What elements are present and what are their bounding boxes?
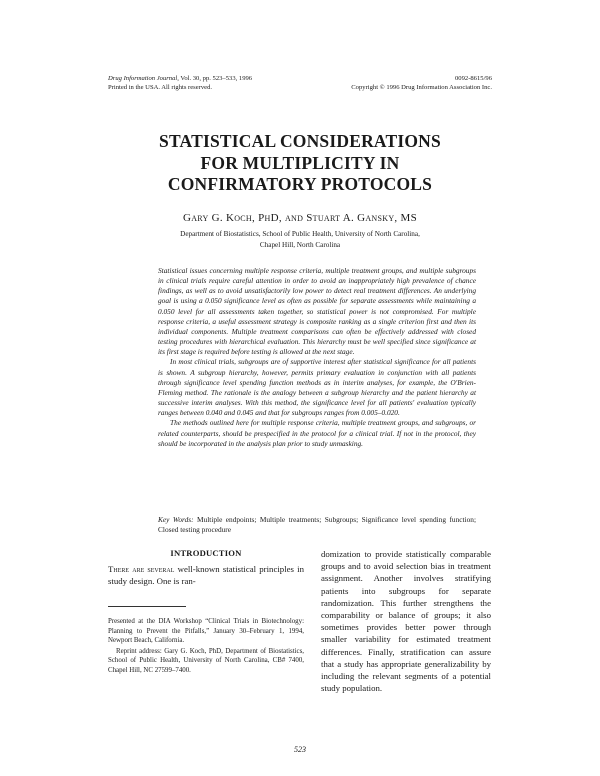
running-header-right <box>351 74 492 92</box>
right-column-text: domization to provide statistically comparable groups and to avoid selection bias in treatment assignment. Another involves stratifying patients into subgroups for separate randomization. This further strengthens the comparability or balance of groups; it also sometimes provides better power through smaller variability for estimated treatment differences. Finally, stratification can assure that a study has appropriate generalizability by including the relevant segments of a potential study population. <box>321 549 491 694</box>
left-column <box>108 548 304 587</box>
title-line-2: FOR MULTIPLICITY IN <box>200 152 400 173</box>
article-title <box>0 131 600 196</box>
affiliation <box>0 229 600 251</box>
authors: Gary G. Koch, PhD, and Stuart A. Gansky, MS <box>182 212 418 224</box>
introduction-heading: INTRODUCTION <box>170 548 242 558</box>
journal-citation: Vol. 30, pp. 523–533, 1996 <box>180 75 253 82</box>
introduction-text <box>108 563 304 587</box>
affiliation-line-2: Chapel Hill, North Carolina <box>259 241 341 249</box>
footnote-reprint: Reprint address: Gary G. Koch, PhD, Department of Biostatistics, School of Public Health, University of North Carolina, CB# 7400, Chapel Hill, NC 27599–7400. <box>108 647 304 674</box>
introduction-body: well-known statistical principles in study design. One is ran- <box>108 564 305 587</box>
footnote-rule <box>108 606 186 607</box>
introduction-lead: There are several <box>108 564 175 574</box>
issn: 0092-8615/96 <box>455 75 492 82</box>
affiliation-line-1: Department of Biostatistics, School of Public Health, University of North Carolina, <box>180 230 420 238</box>
keywords-label: Key Words: <box>158 515 194 524</box>
footnote-presented: Presented at the DIA Workshop “Clinical Trials in Biotechnology: Planning to Prevent the Pitfalls,” January 30–February 1, 1994, Newport Beach, California. <box>108 618 304 645</box>
abstract-paragraph-2: In most clinical trials, subgroups are of supportive interest after statistical significance for all patients is shown. A subgroup hierarchy, however, permits primary evaluation in conjunction with all patients through significance level spending function methods as in interim analyses, for example, the O'Brien-Fleming method. The rationale is the analogy between a subgroup hierarchy and the patient hierarchy at successive interim analyses. With this method, the significance level for all patients' evaluation typically ranges between 0.040 and 0.045 and that for subgroups ranges from 0.005–0.020. <box>158 357 476 418</box>
abstract-paragraph-1: Statistical issues concerning multiple response criteria, multiple treatment groups, and multiple subgroups in clinical trials require careful attention in order to avoid an inappropriately high prevalence of chance findings, as well as to avoid unsatisfactorily low power to detect real treatment differences. An underlying goal is using a 0.050 significance level as often as possible for separate assessments while maintaining a 0.050 level for all assessments taken together, so statistical power is not compromised. For multiple response criteria, a useful assessment strategy is composite ranking as a single criterion first and then its individual components. Multiple treatment comparisons can often be effectively addressed with closed testing procedures with hierarchical evaluation. This hierarchy must be well specified since significance at its first stage is required before testing is allowed at the next stage. <box>158 266 476 357</box>
keywords-text: Multiple endpoints; Multiple treatments; Subgroups; Significance level spending function; Closed testing procedure <box>158 515 476 535</box>
keywords <box>158 515 476 536</box>
running-header-left <box>108 74 252 92</box>
title-line-1: STATISTICAL CONSIDERATIONS <box>159 131 441 151</box>
title-line-3: CONFIRMATORY PROTOCOLS <box>167 174 433 194</box>
copyright: Copyright © 1996 Drug Information Association Inc. <box>351 84 492 91</box>
footnote <box>108 617 304 676</box>
journal-name: Drug Information Journal, <box>108 75 179 82</box>
page-number: 523 <box>294 745 306 754</box>
abstract <box>158 266 476 449</box>
abstract-paragraph-3: The methods outlined here for multiple response criteria, multiple treatment groups, and subgroups, or related counterparts, should be prespecified in the protocol for a clinical trial. If not in the protocol, they should be incorporated in the analysis plan prior to study unmasking. <box>158 418 476 448</box>
printed-notice: Printed in the USA. All rights reserved. <box>108 84 213 91</box>
